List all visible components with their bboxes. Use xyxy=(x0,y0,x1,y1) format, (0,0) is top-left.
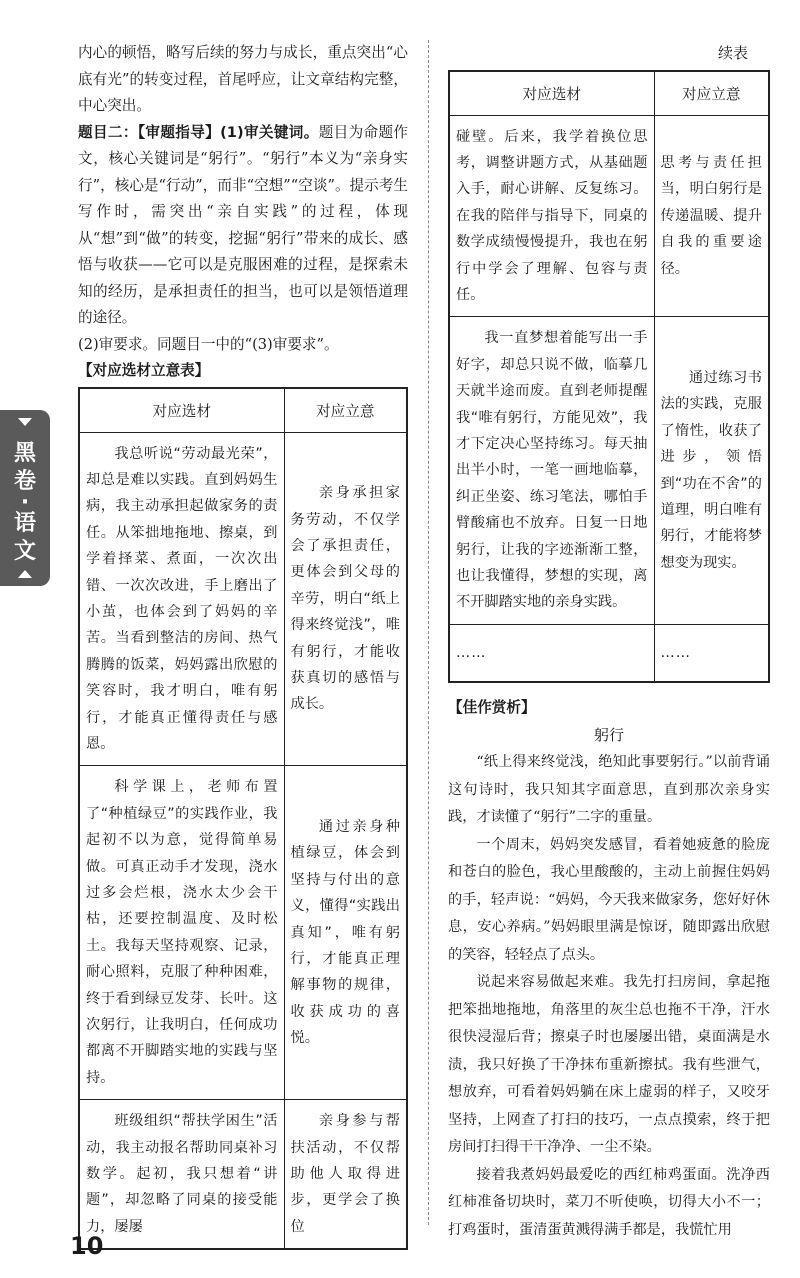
side-tab-label: 黑 卷 · 语 文 xyxy=(13,441,36,564)
left-column xyxy=(78,40,408,1250)
topic2-paragraph xyxy=(78,120,408,332)
intent-cell: 亲身参与帮扶活动，不仅帮助他人取得进步，更学会了换位 xyxy=(284,1100,407,1250)
essay-paragraph: 一个周末，妈妈突发感冒，看着她疲惫的脸庞和苍白的脸色，我心里酸酸的，主动上前握住妈妈的手，轻声说：“妈妈，今天我来做家务，您好好休息，安心养病。”妈妈眼里满是惊讶，随即露出欣慰的笑容，轻轻点了点头。 xyxy=(448,836,770,963)
material-cell: 我一直梦想着能写出一手好字，却总只说不做，临摹几天就半途而废。直到老师提醒我“唯有躬行，方能见效”，我才下定决心坚持练习。每天抽出半小时，一笔一画地临摹，纠正坐姿、练习笔法，哪怕手臂酸痛也不放弃。日复一日地躬行，让我的字迹渐渐工整，也让我懂得，梦想的实现，离不开脚踏实地的亲身实践。 xyxy=(449,317,654,624)
material-cell: 科学课上，老师布置了“种植绿豆”的实践作业，我起初不以为意，觉得简单易做。可真正动手才发现，浇水过多会烂根，浇水太少会干枯，还要控制温度、及时松土。我每天坚持观察、记录，耐心照料，克服了种种困难，终于看到绿豆发芽、长叶。这次躬行，让我明白，任何成功都离不开脚踏实地的实践与坚持。 xyxy=(79,766,284,1100)
page-number: 10 xyxy=(70,1232,104,1260)
topic2-label: 题目二： xyxy=(78,123,138,141)
material-cell: 我总听说“劳动最光荣”，却总是难以实践。直到妈妈生病，我主动承担起做家务的责任。从笨拙地拖地、擦桌，到学着择菜、煮面，一次次出错、一次次改进，手上磨出了小茧，也体会到了妈妈的辛苦。当看到整洁的房间、热气腾腾的饭菜，妈妈露出欣慰的笑容时，我才明白，唯有躬行，才能真正懂得责任与感恩。 xyxy=(79,432,284,766)
table-row xyxy=(79,766,407,1100)
header-intent: 对应立意 xyxy=(654,71,769,115)
topic2-body: 题目为命题作文，核心关键词是“躬行”。“躬行”本义为“亲身实行”，核心是“行动”，而非“空想”“空谈”。提示考生写作时，需突出“亲自实践”的过程，体现从“想”到“做”的转变，挖掘“躬行”带来的成长、感悟与收获——它可以是克服困难的过程，是探索未知的经历，是承担责任的担当，也可以是领悟道理的途径。 xyxy=(78,123,408,326)
table-row xyxy=(79,432,407,766)
intent-cell: 通过练习书法的实践，克服了惰性，收获了进步，领悟到“功在不舍”的道理，明白唯有躬行，才能将梦想变为现实。 xyxy=(654,317,769,624)
header-material: 对应选材 xyxy=(79,388,284,432)
intro-continued: 内心的顿悟，略写后续的努力与成长，重点突出“心底有光”的转变过程，首尾呼应，让文章结构完整，中心突出。 xyxy=(78,44,408,114)
table-title: 【对应选材立意表】 xyxy=(78,362,210,379)
essay-paragraph: “纸上得来终觉浅，绝知此事要躬行。”以前背诵这句诗时，我只知其字面意思，直到那次亲身实践，才读懂了“躬行”二字的重量。 xyxy=(448,754,770,826)
essay-title: 躬行 xyxy=(593,726,624,745)
intent-cell: 通过亲身种植绿豆，体会到坚持与付出的意义，懂得“实践出真知”，唯有躬行，才能真正理解事物的规律，收获成功的喜悦。 xyxy=(284,766,407,1100)
table-row xyxy=(79,1100,407,1250)
table-row xyxy=(449,317,769,624)
triangle-up-icon xyxy=(18,418,32,426)
ellipsis-cell: …… xyxy=(654,624,769,682)
table-row xyxy=(449,624,769,682)
material-table xyxy=(78,387,408,1250)
right-column xyxy=(448,40,770,1244)
header-intent: 对应立意 xyxy=(284,388,407,432)
topic2-step2: (2)审要求。同题目一中的“(3)审要求”。 xyxy=(78,335,339,353)
ellipsis-cell: …… xyxy=(449,624,654,682)
material-cell: 班级组织“帮扶学困生”活动，我主动报名帮助同桌补习数学。起初，我只想着“讲题”，却忽略了同桌的接受能力，屡屡 xyxy=(79,1100,284,1250)
material-cell: 碰壁。后来，我学着换位思考，调整讲题方式，从基础题入手，耐心讲解、反复练习。在我的陪伴与指导下，同桌的数学成绩慢慢提升，我也在躬行中学会了理解、包容与责任。 xyxy=(449,115,654,317)
column-divider xyxy=(428,40,429,1225)
table-row xyxy=(449,115,769,317)
material-table-continued xyxy=(448,70,770,683)
header-material: 对应选材 xyxy=(449,71,654,115)
side-tab xyxy=(0,410,50,586)
table-header-row xyxy=(79,388,407,432)
intent-cell: 思考与责任担当，明白躬行是传递温暖、提升自我的重要途径。 xyxy=(654,115,769,317)
topic2-step1: (1)审关键词。 xyxy=(220,123,319,141)
triangle-down-icon xyxy=(18,570,32,578)
intent-cell: 亲身承担家务劳动，不仅学会了承担责任，更体会到父母的辛劳，明白“纸上得来终觉浅”，唯有躬行，才能收获真切的感悟与成长。 xyxy=(284,432,407,766)
table-header-row xyxy=(449,71,769,115)
topic2-guide: 【审题指导】 xyxy=(137,123,221,141)
essay-paragraph: 说起来容易做起来难。我先打扫房间，拿起拖把笨拙地拖地，角落里的灰尘总也拖不干净，汗水很快浸湿后背；擦桌子时也屡屡出错，桌面满是水渍，我只好换了干净抹布重新擦拭。我有些泄气，想放弃，可看着妈妈躺在床上虚弱的样子，又咬牙坚持，上网查了打扫的技巧，一点点摸索，终于把房间打扫得干干净净、一尘不染。 xyxy=(448,974,770,1156)
review-title: 【佳作赏析】 xyxy=(448,699,536,717)
continued-label: 续表 xyxy=(717,44,748,62)
essay-paragraph: 接着我煮妈妈最爱吃的西红柿鸡蛋面。洗净西红柿准备切块时，菜刀不听使唤，切得大小不一；打鸡蛋时，蛋清蛋黄溅得满手都是，我慌忙用 xyxy=(448,1166,770,1238)
